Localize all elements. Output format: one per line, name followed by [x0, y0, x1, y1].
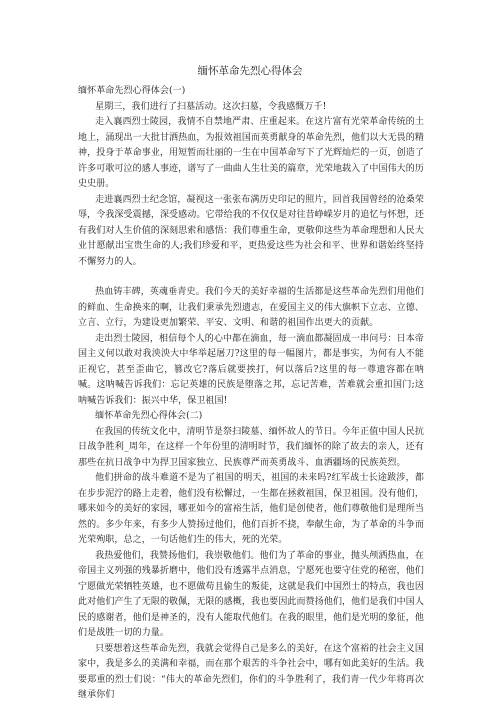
paragraph-gap [78, 270, 424, 285]
section-2-heading: 缅怀革命先烈心得体会(二) [95, 411, 203, 421]
document-body [78, 84, 424, 704]
paragraph: 走入襄西烈士陵园，我情不自禁地严肃、庄重起来。在这片富有光荣革命传统的土地上，涌现出一大批甘洒热血，为报效祖国而英勇献身的革命先烈，他们以大无畏的精神，投身于革命事业，用短暂而壮丽的一生在中国革命写下了光辉灿烂的一页，创造了许多可歌可泣的感人事迹，谱写了一曲曲人生壮美的篇章，光荣地载入了中国伟大的历史史册。 [78, 117, 424, 189]
paragraph: 只要想着这些革命先烈，我就会觉得自己是多么的美好，在这个富裕的社会主义国家中，我是多么的美满和幸福，而在那个艰苦的斗争社会中，哪有如此美好的生活。我要郑重的烈士们说：“伟大的革命先烈们，你们的斗争胜利了，我们青一代少年将再次继承你们 [78, 643, 424, 700]
paragraph: 他们拼命的战斗难道不是为了祖国的明天，祖国的未来吗?红军战士长途跋涉，都在步步泥泞的路上走着，他们没有松懈过，一生都在拯救祖国，保卫祖国。没有他们，哪来如今的美好的家园，哪亚如今的富裕生活，他们是创使者，他们尊敬他们是理所当然的。多少年来，有多少人赞扬过他们，他们百折不挠，奉献生命，为了革命的斗争而光荣殉职，总之，一句话他们生的伟大，死的光荣。 [78, 473, 424, 545]
paragraph: 热血铸丰碑，英魂垂青史。我们今天的美好幸福的生活都是这些革命先烈们用他们的鲜血、生命换来的啊，让我们秉承先烈遗志，在爱国主义的伟大旗帜下立志、立德、立言、立行，为建设更加繁荣、平安、文明、和谐的祖国作出更大的贡献。 [78, 287, 424, 328]
document-title: 缅怀革命先烈心得体会 [197, 65, 303, 77]
paragraph: 我热爱他们，我赞扬他们，我崇敬他们。他们为了革命的事业，抛头颅洒热血，在帝国主义列强的残暴折磨中，他们没有透露半点消息，宁愿死也要守住党的秘密，他们宁愿做光荣牺牲英雄，也不愿做苟且偷生的叛徒，这就是我们中国烈士的特点，我也因此对他们产生了无限的敬佩，无限的感概，我也要因此而赞扬他们，他们是我们中国人民的感谢者，他们是神圣的，没有人能取代他们。在我的眼里，他们是光明的象征，他们是战胜一切的力量。 [78, 550, 424, 638]
section-1-heading: 缅怀革命先烈心得体会(一) [78, 86, 186, 96]
paragraph: 星期三，我们进行了扫墓活动。这次扫墓，令我感慨万千! [95, 101, 327, 112]
paragraph: 走进襄西烈士纪念馆，凝视这一张张布满历史印记的照片，回首我国曾经的沧桑荣辱，令我深受震撼，深受感动。它带给我的不仅仅是对往昔峥嵘岁月的追忆与怀想，还有我们对人生价值的深刻思索和感悟：我们尊重生命，更敬仰这些为革命理想和人民大业甘愿献出宝贵生命的人;我们珍爱和平，更热爱这些为社会和平、世界和谐始终坚持不懈努力的人。 [78, 194, 424, 267]
paragraph: 在我国的传统文化中，清明节是祭扫陵墓、缅怀故人的节日。今年正值中国人民抗日战争胜利_周年，在这样一个年份里的清明时节，我们缅怀的除了故去的亲人，还有那些在抗日战争中为捍卫国家独立、民族尊严而英勇战斗、血洒疆场的民族英烈。 [78, 426, 424, 468]
paragraph: 走出烈士陵园，相信每个人的心中都在滴血，每一滴血都凝固成一串问号：日本帝国主义何以敢对我泱泱大中华举起屠刀?这里的每一幅图片，都是事实，为何有人不能正视它，甚至歪曲它，篡改它?落后就要挨打，何以落后?这里的每一尊遗容都在呐喊。这呐喊告诉我们：忘记英雄的民族是堕落之邦，忘记苦难，苦难就会重扣国门;这呐喊告诉我们：振兴中华，保卫祖国! [78, 333, 424, 406]
